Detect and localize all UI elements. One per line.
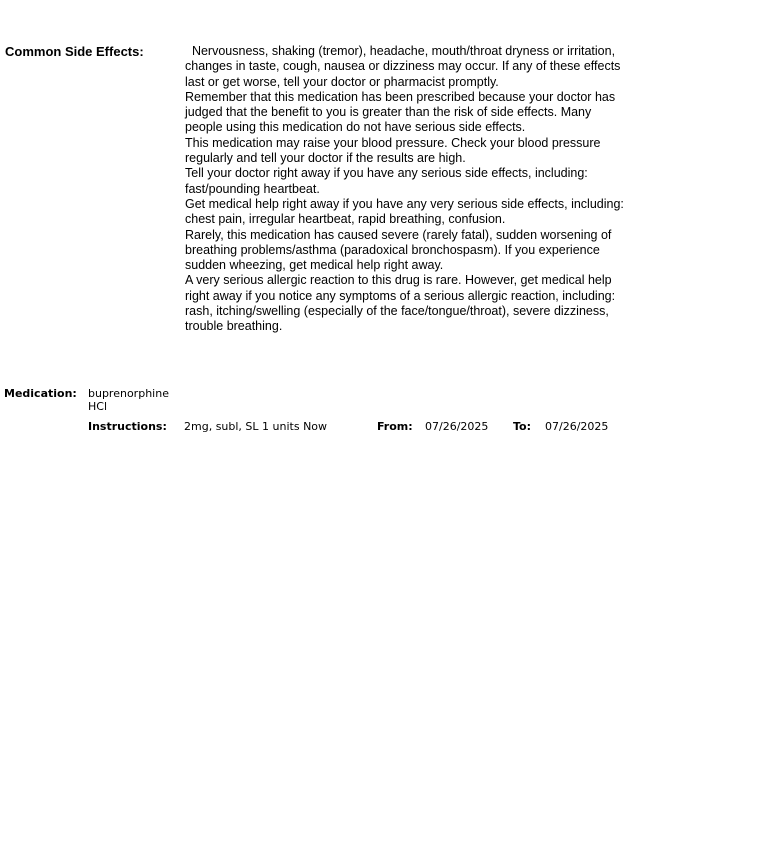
- to-label: To:: [513, 420, 531, 433]
- side-effects-paragraph-benefit: Remember that this medication has been prescribed because your doctor has judged that the benefit to you is greater than the risk of side effects. Many people using this medication do not have serious side effects.: [185, 89, 616, 135]
- medication-label: Medication:: [4, 387, 77, 400]
- from-date: 07/26/2025: [425, 420, 489, 433]
- side-effects-paragraph-bronchospasm: Rarely, this medication has caused severe (rarely fatal), sudden worsening of breathing problems/asthma (paradoxical bronchospasm). If you experience sudden wheezing, get medical help right away.: [185, 227, 612, 273]
- side-effects-paragraph-allergic: A very serious allergic reaction to this drug is rare. However, get medical help right away if you notice any symptoms of a serious allergic reaction, including: rash, itching/swelling (especially of the face/tongue/throat), severe dizziness, trouble breathing.: [185, 273, 616, 334]
- medication-name: buprenorphine HCl: [88, 387, 169, 413]
- side-effects-paragraph-very-serious: Get medical help right away if you have any very serious side effects, including: chest pain, irregular heartbeat, rapid breathing, confusion.: [185, 196, 624, 227]
- side-effects-paragraph-serious: Tell your doctor right away if you have any serious side effects, including: fast/pounding heartbeat.: [185, 166, 588, 196]
- instructions-value: 2mg, subl, SL 1 units Now: [184, 420, 328, 433]
- side-effects-label: Common Side Effects:: [5, 44, 144, 59]
- side-effects-paragraph-common: Nervousness, shaking (tremor), headache, mouth/throat dryness or irritation, changes in taste, cough, nausea or dizziness may occur. If any of these effects last or get worse, tell your doctor or pharmacist promptly.: [185, 44, 624, 89]
- side-effects-text: [185, 44, 625, 335]
- from-label: From:: [377, 420, 413, 433]
- to-date: 07/26/2025: [545, 420, 609, 433]
- side-effects-paragraph-blood-pressure: This medication may raise your blood pressure. Check your blood pressure regularly and tell your doctor if the results are high.: [185, 135, 601, 166]
- instructions-label: Instructions:: [88, 420, 167, 433]
